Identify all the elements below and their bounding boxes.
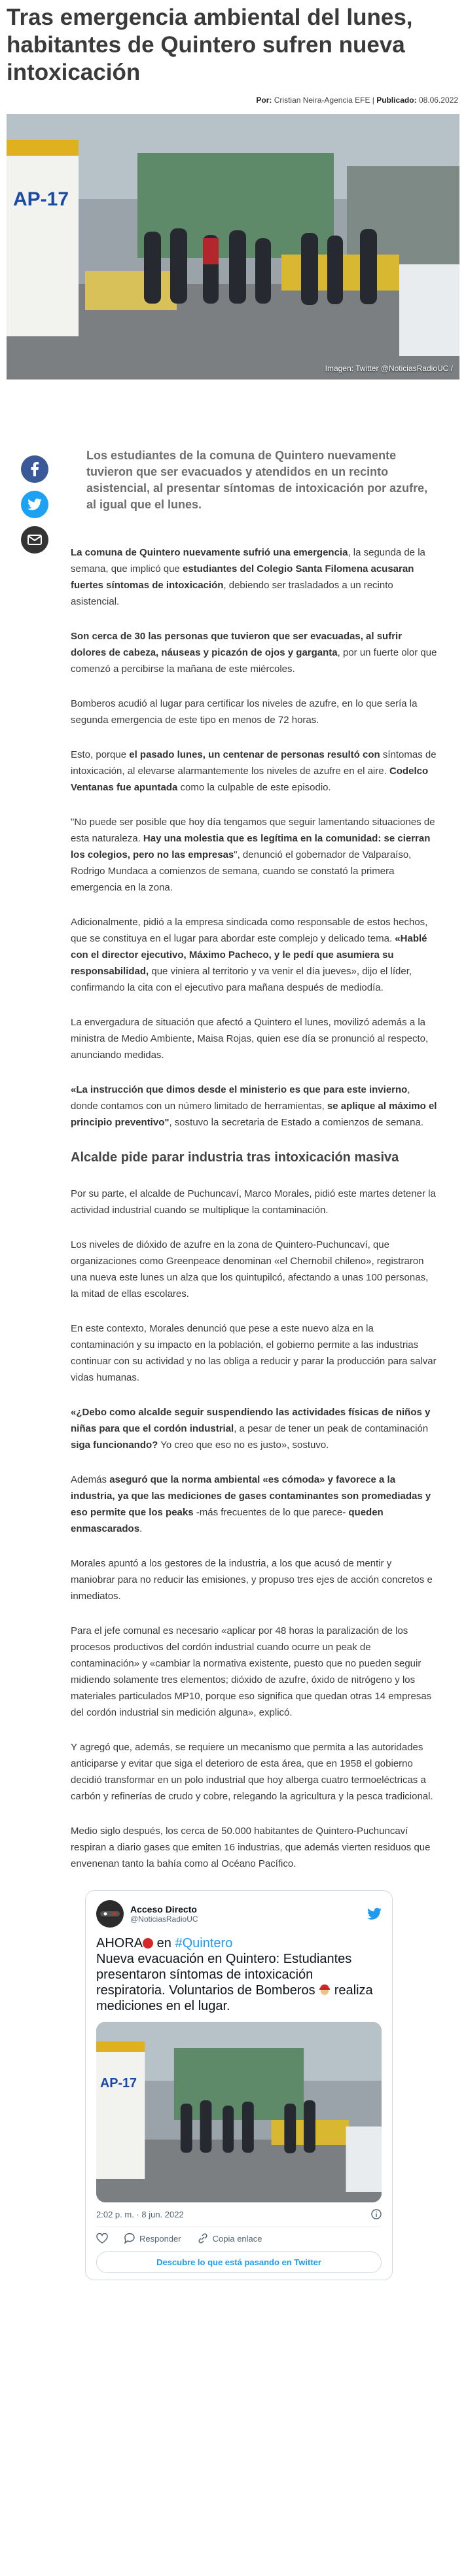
- bold-text: siga funcionando?: [71, 1439, 158, 1451]
- paragraph: [71, 1823, 437, 1872]
- paragraph: [71, 914, 437, 996]
- email-share-button[interactable]: [21, 526, 48, 554]
- bold-text: estudiantes del Colegio Santa Filomena acusaran fuertes síntomas de intoxicación: [71, 563, 414, 591]
- article-subheading: Alcalde pide parar industria tras intoxicación masiva: [71, 1150, 399, 1165]
- tweet-author-handle[interactable]: @NoticiasRadioUC: [130, 1914, 198, 1924]
- paragraph: [71, 1472, 437, 1537]
- paragraph: [71, 1186, 437, 1218]
- text: .: [139, 1523, 143, 1534]
- hero-caption: Imagen: Twitter @NoticiasRadioUC /: [325, 364, 453, 373]
- article-title: Tras emergencia ambiental del lunes, habitantes de Quintero sufren nueva intoxicación: [7, 5, 413, 85]
- tweet-text-part: en: [153, 1936, 175, 1950]
- text: como la culpable de este episodio.: [177, 782, 331, 793]
- text: Adicionalmente, pidió a la empresa sindicada como responsable de estos hechos, que se constituya en el lugar para abordar este complejo y delicado tema.: [71, 917, 428, 944]
- avatar[interactable]: [96, 1900, 124, 1928]
- paragraph: [71, 628, 437, 677]
- text: Yo creo que eso no es justo», sostuvo.: [158, 1439, 329, 1451]
- text: Además: [71, 1474, 110, 1485]
- byline-label: Por:: [256, 96, 272, 105]
- reply-label: Responder: [139, 2233, 181, 2244]
- text: ", denunció el gobernador de Valparaíso, Rodrigo Mundaca a comienzos de semana, cuando se constató la primera emergencia en la zona.: [71, 849, 412, 893]
- byline-date: 08.06.2022: [418, 96, 458, 105]
- bold-text: Codelco Ventanas fue apuntada: [71, 766, 429, 793]
- text: Bomberos acudió al lugar para certificar los niveles de azufre, en lo que sería la segunda emergencia de este tipo en menos de 72 horas.: [71, 698, 418, 726]
- text: , la segunda de la semana, que implicó que: [71, 547, 425, 574]
- text: Medio siglo después, los cerca de 50.000 habitantes de Quintero-Puchuncaví respiran a diario gases que emiten 16 industrias, que además vierten residuos que envenenan tanto la bahía como al Océano Pacífico.: [71, 1826, 431, 1869]
- paragraph: [71, 1237, 437, 1302]
- svg-text:AP-17: AP-17: [99, 2075, 137, 2091]
- text: Para el jefe comunal es necesario «aplicar por 48 horas la paralización de los procesos productivos del cordón industrial cuando ocurre un peak de contaminación» y «cambiar la normativa existente, puesto que no pueden seguir midiendo solamente tres elementos; dióxido de azufre, óxido de nitrógeno y los materiales particulados MP10, porque eso significa que quedan otras 14 empresas del cordón industrial sin medición alguna», explicó.: [71, 1625, 432, 1718]
- email-icon: [27, 535, 42, 545]
- paragraph: [71, 1739, 437, 1805]
- bold-text: aseguró que la norma ambiental «es cómoda» y favorece a la industria, ya que las mediciones de gases contaminantes son promediadas y eso permite que los peaks: [71, 1474, 431, 1518]
- bold-text: «La instrucción que dimos desde el ministerio es que para este invierno: [71, 1084, 408, 1095]
- bold-text: «Hablé con el director ejecutivo, Máximo Pacheco, y le pedí que asumiera su responsabilidad,: [71, 933, 427, 977]
- twitter-share-button[interactable]: [21, 491, 48, 518]
- bold-text: el pasado lunes, un centenar de personas resultó con: [129, 749, 380, 760]
- tweet-image[interactable]: [96, 2022, 382, 2202]
- discover-twitter-button[interactable]: Descubre lo que está pasando en Twitter: [96, 2251, 382, 2273]
- byline: Por: Cristian Neira-Agencia EFE | Publicado: 08.06.2022: [256, 96, 458, 105]
- hero-image: [7, 114, 459, 379]
- bold-text: queden enmascarados: [71, 1507, 384, 1534]
- paragraph: [71, 814, 437, 896]
- text: síntomas de intoxicación, al elevarse alarmantemente los niveles de azufre en el aire.: [71, 749, 437, 777]
- byline-published-label: Publicado:: [376, 96, 417, 105]
- tweet-photo: [96, 2022, 382, 2202]
- red-circle-icon: [143, 1938, 153, 1949]
- facebook-icon: [29, 462, 41, 476]
- text: Los niveles de dióxido de azufre en la zona de Quintero-Puchuncaví, que organizaciones como Greenpeace denominan «el Chernobil chileno», registraron una nueva este lunes un alza que los quintupilcó, afectando a unas 100 personas, la mitad de ellas escolares.: [71, 1239, 429, 1299]
- paragraph: [71, 1623, 437, 1721]
- paragraph: [71, 1082, 437, 1131]
- text: "No puede ser posible que hoy día tengamos que seguir lamentando situaciones de esta naturaleza.: [71, 817, 435, 844]
- tweet-text: [96, 1935, 382, 2014]
- article-lead: Los estudiantes de la comuna de Quintero nuevamente tuvieron que ser evacuados y atendidos en un recinto asistencial, al presentar síntomas de intoxicación por azufre, al igual que el lunes.: [86, 449, 428, 511]
- info-icon[interactable]: [371, 2209, 382, 2219]
- facebook-share-button[interactable]: [21, 455, 48, 483]
- text: , a pesar de tener un peak de contaminación: [234, 1423, 429, 1434]
- hashtag-link[interactable]: #Quintero: [175, 1936, 233, 1950]
- text: , debiendo ser trasladados a un recinto asistencial.: [71, 580, 393, 607]
- bold-text: Son cerca de 30 las personas que tuvieron que ser evacuadas, al sufrir dolores de cabeza, náuseas y picazón de ojos y garganta: [71, 631, 403, 658]
- paragraph: [71, 747, 437, 796]
- byline-author[interactable]: Cristian Neira-Agencia EFE: [274, 96, 370, 105]
- text: -más frecuentes de lo que parece-: [193, 1507, 349, 1518]
- text: que viniera al territorio y va venir el día jueves», dijo el líder, confirmando la cita con el ejecutivo para mañana después de mediodía.: [71, 966, 412, 993]
- paragraph: [71, 696, 437, 728]
- link-icon: [197, 2233, 209, 2244]
- text: , sostuvo la secretaria de Estado a comienzos de semana.: [169, 1117, 424, 1128]
- heart-icon: [96, 2233, 108, 2244]
- twitter-icon: [27, 499, 42, 510]
- text: Por su parte, el alcalde de Puchuncaví, Marco Morales, pidió este martes detener la actividad industrial cuando se multiplique la contaminación.: [71, 1188, 436, 1216]
- copy-link-label: Copia enlace: [212, 2233, 262, 2244]
- tweet-author-name[interactable]: Acceso Directo: [130, 1904, 197, 1914]
- copy-link-button[interactable]: [197, 2233, 262, 2244]
- embedded-tweet: [85, 1890, 393, 2280]
- svg-text:AP-17: AP-17: [13, 188, 69, 210]
- bold-text: La comuna de Quintero nuevamente sufrió una emergencia: [71, 547, 348, 558]
- reply-button[interactable]: [124, 2233, 181, 2244]
- bold-text: se aplique al máximo el principio preventivo": [71, 1101, 437, 1128]
- tweet-text-part: AHORA: [96, 1936, 143, 1950]
- like-button[interactable]: [96, 2233, 108, 2244]
- paragraph: [71, 1320, 437, 1386]
- share-buttons: [21, 455, 48, 561]
- text: Esto, porque: [71, 749, 130, 760]
- bold-text: Hay una molestia que es legítima en la comunidad: se cierran los colegios, pero no las empresas: [71, 833, 431, 860]
- paragraph: [71, 544, 437, 610]
- hero-photo: [7, 114, 459, 379]
- text: Morales apuntó a los gestores de la industria, a los que acusó de mentir y maniobrar para no reducir las emisiones, y propuso tres ejes de acción concretos e inmediatos.: [71, 1558, 433, 1602]
- text: En este contexto, Morales denunció que pese a este nuevo alza en la contaminación y su impacto en la población, el gobierno permite a las industrias continuar con su actividad y no las obliga a reducir y parar la producción para salvar vidas humanas.: [71, 1323, 437, 1383]
- tweet-text-part: realiza mediciones en el lugar.: [96, 1983, 373, 2013]
- text: , donde contamos con un número limitado de herramientas,: [71, 1084, 410, 1112]
- text: Y agregó que, además, se requiere un mecanismo que permita a las autoridades anticiparse y evitar que siga el deterioro de esta área, que en 1958 el gobierno decidió transformar en un polo industrial que hoy alberga cuatro termoeléctricas a carbón y refinerías de crudo y cobre, relegando la agricultura y la pesca tradicional.: [71, 1742, 433, 1802]
- bold-text: «¿Debo como alcalde seguir suspendiendo las actividades físicas de niños y niñas para que el cordón industrial: [71, 1407, 431, 1434]
- radio-logo-icon: [100, 1910, 120, 1918]
- reply-icon: [124, 2233, 135, 2244]
- firefighter-icon: [319, 1984, 331, 1996]
- article-body: [71, 513, 437, 1872]
- paragraph: [71, 1014, 437, 1063]
- twitter-bird-icon[interactable]: [367, 1907, 382, 1921]
- paragraph: [71, 1404, 437, 1453]
- paragraph: [71, 1555, 437, 1604]
- tweet-text-part: Nueva evacuación en Quintero: Estudiantes presentaron síntomas de intoxicación respiratoria. Voluntarios de Bomberos: [96, 1952, 352, 1998]
- text: , por un fuerte olor que comenzó a percibirse la mañana de este miércoles.: [71, 647, 437, 675]
- text: La envergadura de situación que afectó a Quintero el lunes, movilizó además a la ministra de Medio Ambiente, Maisa Rojas, quien ese día se pronunció al respecto, anunciando medidas.: [71, 1017, 429, 1061]
- tweet-timestamp[interactable]: 2:02 p. m. · 8 jun. 2022: [96, 2209, 184, 2219]
